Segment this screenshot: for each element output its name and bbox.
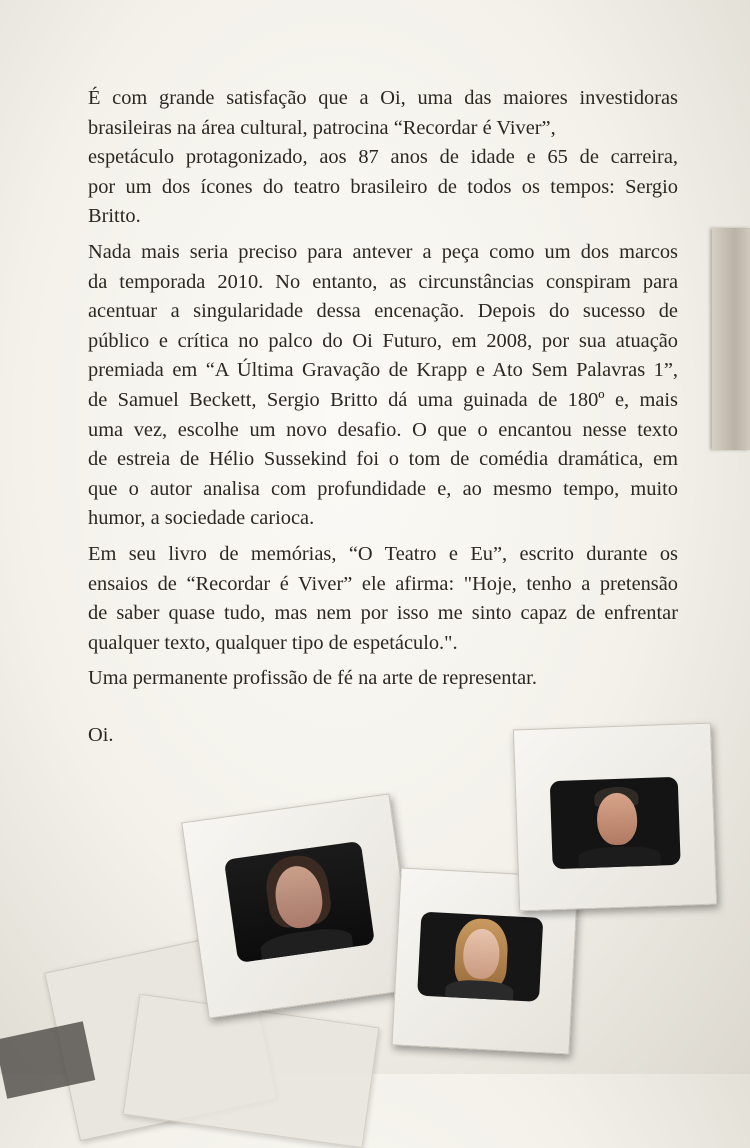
text-line: acentuar a singularidade dessa encenação. Depois do sucesso de [88,300,678,323]
shoulders [445,979,514,1002]
text-line: brasileiras na área cultural, patrocina “Recordar é Viver”, [88,116,556,139]
text-line: uma vez, escolhe um novo desafio. O que o encantou nesse texto [88,418,678,441]
text-line: premiada em “A Última Gravação de Krapp e Ato Sem Palavras 1”, [88,359,678,382]
text-line: ensaios de “Recordar é Viver” ele afirma: "Hoje, tenho a pretensão [88,572,678,595]
signoff: Oi. [88,724,114,746]
paragraph-1 [88,84,678,232]
shoulders [259,925,354,963]
text-line: que o autor analisa com profundidade e, ao mesmo tempo, muito [88,477,678,500]
text-line: da temporada 2010. No entanto, as circunstâncias conspiram para [88,270,678,293]
text-line: de Samuel Beckett, Sergio Britto dá uma guinada de 180º e, mais [88,388,678,411]
paragraph-2 [88,238,678,534]
text-line: Nada mais seria preciso para antever a peça como um dos marcos [88,240,678,263]
text-line: por um dos ícones do teatro brasileiro de todos os tempos: Sergio [88,175,678,198]
text-line: É com grande satisfação que a Oi, uma das maiores investidoras [88,87,678,109]
faded-slide [123,994,380,1148]
text-line: Britto. [88,205,141,228]
text-line: humor, a sociedade carioca. [88,507,315,530]
text-line: de saber quase tudo, mas nem por isso me sinto capaz de enfrentar [88,602,678,625]
text-line: espetáculo protagonizado, aos 87 anos de idade e 65 de carreira, [88,146,678,169]
paragraph-3 [88,540,678,658]
photo-woman [224,841,375,963]
text-line: público e crítica no palco do Oi Futuro, em 2008, por sua atuação [88,329,678,352]
shoulders [578,845,661,869]
photo-slide-woman [181,793,417,1018]
page-tab-edge [712,228,750,450]
text-line: Uma permanente profissão de fé na arte de representar. [88,667,537,690]
paragraph-4 [88,664,678,694]
text-line: Em seu livro de memórias, “O Teatro e Eu”, escrito durante os [88,542,678,565]
photo-slide-man [513,723,717,912]
text-line: qualquer texto, qualquer tipo de espetáculo.". [88,631,458,654]
body-text [88,84,678,700]
photo-young-woman [417,912,543,1002]
text-line: de estreia de Hélio Sussekind foi o tom de comédia dramática, em [88,448,678,471]
photo-man [550,777,681,869]
